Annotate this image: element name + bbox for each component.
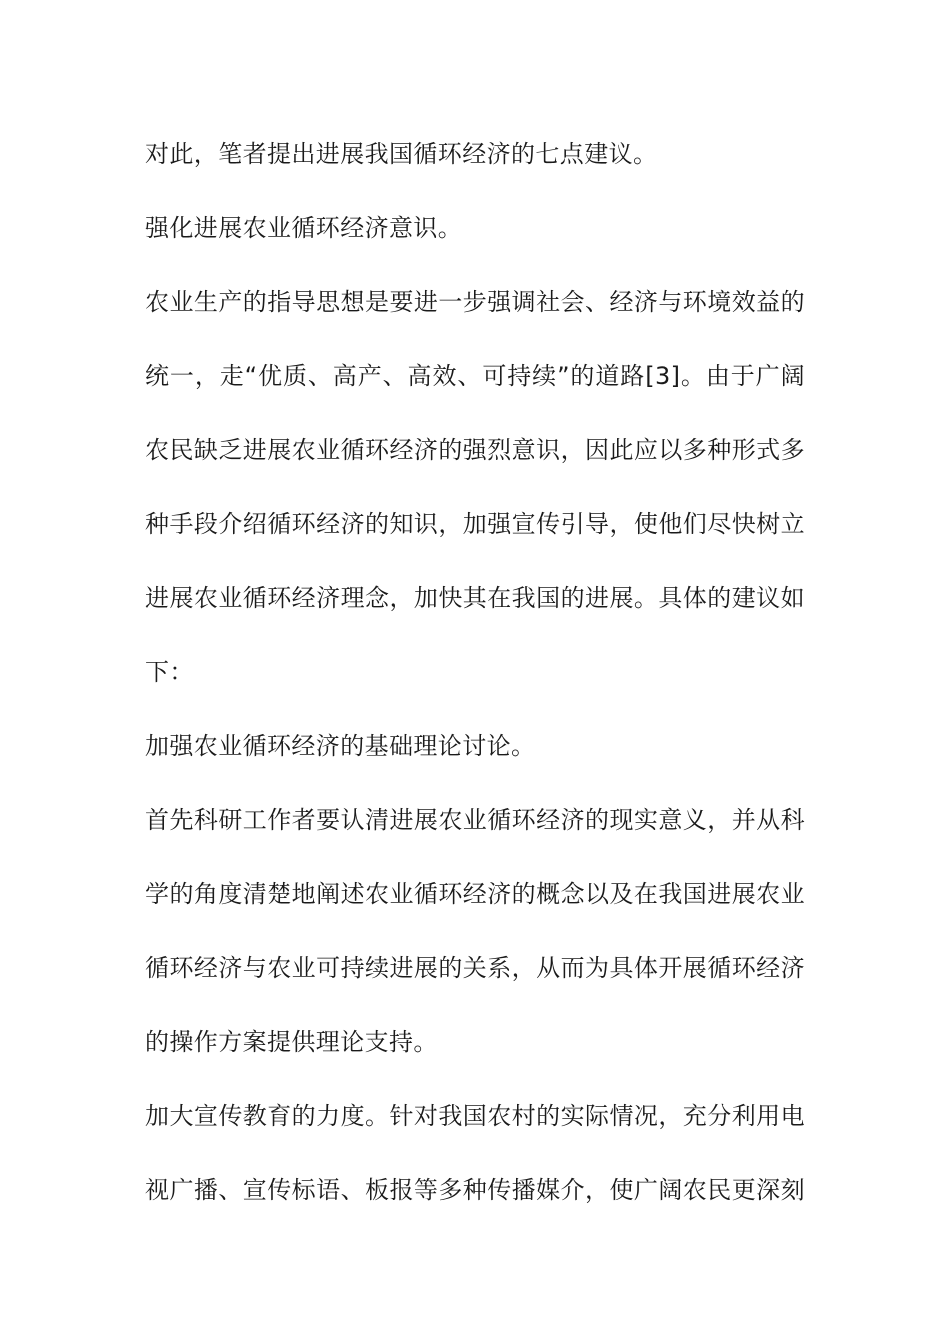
text-line-11: 学的角度清楚地阐述农业循环经济的概念以及在我国进展农业 [145, 880, 805, 908]
text-line-7: 进展农业循环经济理念，加快其在我国的进展。具体的建议如 [145, 584, 805, 612]
text-line-3: 农业生产的指导思想是要进一步强调社会、经济与环境效益的 [145, 288, 805, 316]
text-line-4: 统一，走“优质、高产、高效、可持续”的道路[3]。由于广阔 [145, 362, 805, 390]
text-line-12: 循环经济与农业可持续进展的关系，从而为具体开展循环经济 [145, 954, 805, 982]
text-line-13: 的操作方案提供理论支持。 [145, 1028, 438, 1056]
section-heading-1: 强化进展农业循环经济意识。 [145, 214, 463, 242]
text-line-1: 对此，笔者提出进展我国循环经济的七点建议。 [145, 140, 658, 168]
text-line-14: 加大宣传教育的力度。针对我国农村的实际情况，充分利用电 [145, 1102, 805, 1130]
section-heading-2: 加强农业循环经济的基础理论讨论。 [145, 732, 536, 760]
text-line-8: 下： [145, 658, 194, 686]
text-line-10: 首先科研工作者要认清进展农业循环经济的现实意义，并从科 [145, 806, 805, 834]
text-line-5: 农民缺乏进展农业循环经济的强烈意识，因此应以多种形式多 [145, 436, 805, 464]
text-line-15: 视广播、宣传标语、板报等多种传播媒介，使广阔农民更深刻 [145, 1176, 805, 1204]
text-line-6: 种手段介绍循环经济的知识，加强宣传引导，使他们尽快树立 [145, 510, 805, 538]
